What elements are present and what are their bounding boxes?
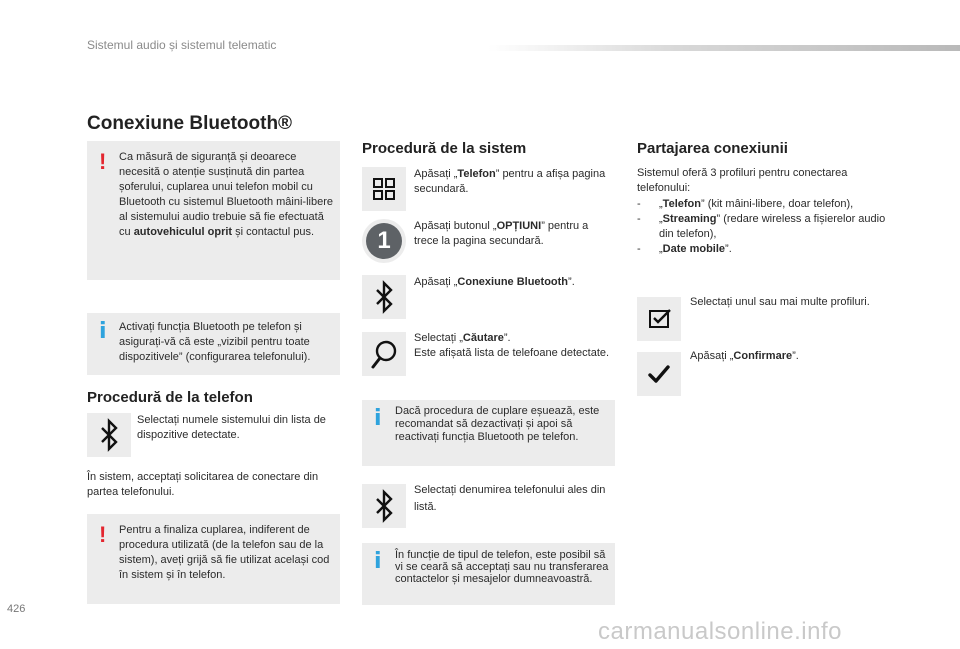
system-procedure-title: Procedură de la sistem [362,140,527,157]
checkbox-icon [637,297,681,341]
system-step-1-text: Apăsați „Telefon” pentru a afișa pagina secundară. [414,168,606,195]
safety-note-text: Ca măsură de siguranță și deoarece necesită o atenție susținută din partea șoferului, cuplarea unui telefon mobil cu Bluetooth cu sistemul Bluetooth mâini-libere al sistemului audio trebuie să fie efectuată cu autovehiculul oprit și contactul pus. [119,151,334,238]
sharing-title: Partajarea conexiunii [637,140,788,157]
watermark: carmanualsonline.info [598,618,842,645]
contacts-transfer-note-box [362,543,615,605]
header-title: Sistemul audio și sistemul telematic [87,38,277,52]
profile-option-telefon: - „Telefon” (kit mâini-libere, doar telefon), [637,197,887,212]
phone-warning-text: Pentru a finaliza cuplarea, indiferent de procedura utilizată (de la telefon sau de la sistem), aveți grijă să fie utilizat același cod în sistem și în telefon. [119,524,330,581]
pairing-fail-note-text: Dacă procedura de cuplare eșuează, este recomandat să dezactivați și apoi să reactivați funcția Bluetooth pe telefon. [395,405,600,443]
system-step-4-line-1: Selectați „Căutare”. [414,332,511,344]
step-number: 1 [366,223,402,259]
warning-icon: ! [99,522,107,547]
profile-option-date-mobile: - „Date mobile”. [637,242,887,257]
profile-option-streaming: - „Streaming” (redare wireless a fișierelor audio din telefon), [637,212,887,242]
phone-procedure-title: Procedură de la telefon [87,389,253,406]
warning-icon: ! [99,149,107,174]
info-icon: i [374,406,382,431]
page-title: Conexiune Bluetooth® [87,113,293,134]
confirm-text: Apăsați „Confirmare”. [690,350,799,362]
system-step-2-text: Apăsați butonul „OPȚIUNI” pentru a trece la pagina secundară. [414,220,589,247]
system-step-4-line-2: Este afișată lista de telefoane detectate. [414,347,610,359]
bluetooth-note-box [87,313,340,375]
system-step-3-text: Apăsați „Conexiune Bluetooth”. [414,276,575,288]
page-number: 426 [7,603,26,615]
header-divider-bar [488,45,960,51]
info-icon: i [374,549,382,574]
checkmark-icon [637,352,681,396]
phone-step-1-text: Selectați numele sistemului din lista de dispozitive detectate. [137,414,326,441]
step-number-badge [362,219,406,263]
safety-note-box [87,141,340,280]
contacts-transfer-note-text: În funcție de tipul de telefon, este posibil să vi se ceară să acceptați sau nu transferarea contactelor și mesajelor dumneavoastră. [395,549,609,585]
system-step-4-text [414,331,612,361]
system-step-5-text: Selectați denumirea telefonului ales din listă. [414,484,606,513]
pairing-fail-note-box [362,400,615,466]
grid-apps-icon [362,167,406,211]
search-magnifier-icon [362,332,406,376]
profile-options-list [637,197,887,257]
bluetooth-icon [362,275,406,319]
select-profiles-text: Selectați unul sau mai multe profiluri. [690,296,870,308]
phone-step-2-text: În sistem, acceptați solicitarea de conectare din partea telefonului. [87,471,319,498]
info-icon: i [99,319,107,344]
bluetooth-icon [87,413,131,457]
sharing-intro-text: Sistemul oferă 3 profiluri pentru conectarea telefonului: [637,167,848,194]
phone-warning-box [87,514,340,604]
bluetooth-note-text: Activați funcția Bluetooth pe telefon și asigurați-vă că este „vizibil pentru toate dispozitivele” (configurarea telefonului). [119,321,311,363]
bluetooth-icon [362,484,406,528]
